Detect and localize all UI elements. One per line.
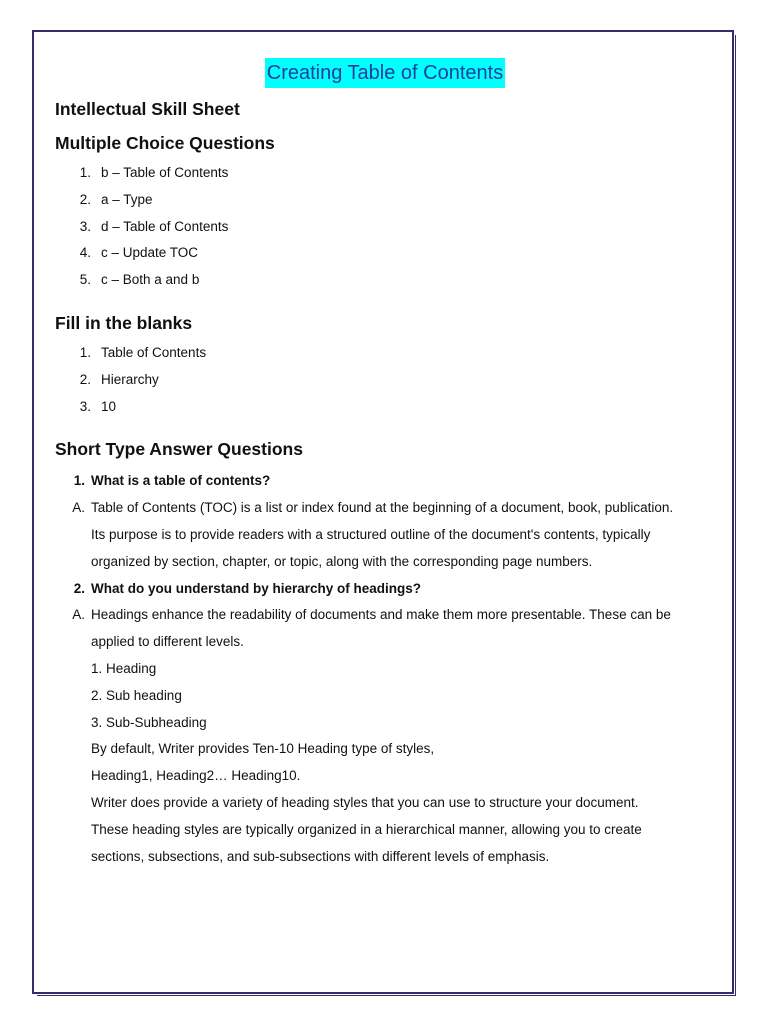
answer-2-line: Writer does provide a variety of heading styles that you can use to structure your document. (91, 794, 639, 810)
answer-2-line: applied to different levels. (91, 634, 244, 650)
answer-2-line: 2. Sub heading (91, 687, 182, 703)
mcq-item: 3. d – Table of Contents (79, 218, 229, 234)
fill-list (55, 340, 715, 420)
short-heading: Short Type Answer Questions (55, 439, 303, 460)
mcq-item: 5. c – Both a and b (79, 272, 200, 288)
document-body (55, 58, 715, 870)
answer-2-line: These heading styles are typically organized in a hierarchical manner, allowing you to create (91, 821, 642, 837)
fill-item: 3. 10 (79, 398, 117, 414)
mcq-item: 2. a – Type (79, 191, 153, 207)
answer-1-line: Its purpose is to provide readers with a structured outline of the document's contents, typically (91, 526, 651, 542)
answer-1-line: organized by section, chapter, or topic, along with the corresponding page numbers. (91, 553, 593, 569)
title-wrap (55, 58, 715, 88)
question-2: 2. What do you understand by hierarchy of headings? (73, 580, 422, 596)
question-1: 1. What is a table of contents? (73, 473, 271, 489)
mcq-item: 1. b – Table of Contents (79, 165, 229, 180)
answer-2-line: sections, subsections, and sub-subsections with different levels of emphasis. (91, 848, 550, 864)
mcq-item: 4. c – Update TOC (79, 245, 199, 261)
mcq-heading: Multiple Choice Questions (55, 133, 275, 153)
answer-2-line: 3. Sub-Subheading (91, 714, 207, 730)
answer-2-line: 1. Heading (91, 660, 157, 676)
short-answers (55, 468, 715, 870)
answer-2-line: Heading1, Heading2… Heading10. (91, 768, 301, 784)
answer-2: A. Headings enhance the readability of documents and make them more presentable. These can be (72, 607, 671, 623)
sheet-heading: Intellectual Skill Sheet (55, 99, 240, 119)
answer-2-line: By default, Writer provides Ten-10 Heading type of styles, (91, 741, 435, 757)
fill-item: 2. Hierarchy (79, 371, 159, 387)
document-title: Creating Table of Contents (265, 58, 505, 88)
fill-item: 1. Table of Contents (79, 344, 207, 360)
mcq-list (55, 160, 715, 294)
fill-heading: Fill in the blanks (55, 312, 193, 333)
answer-1: A. Table of Contents (TOC) is a list or index found at the beginning of a document, book, publication. (72, 500, 674, 516)
